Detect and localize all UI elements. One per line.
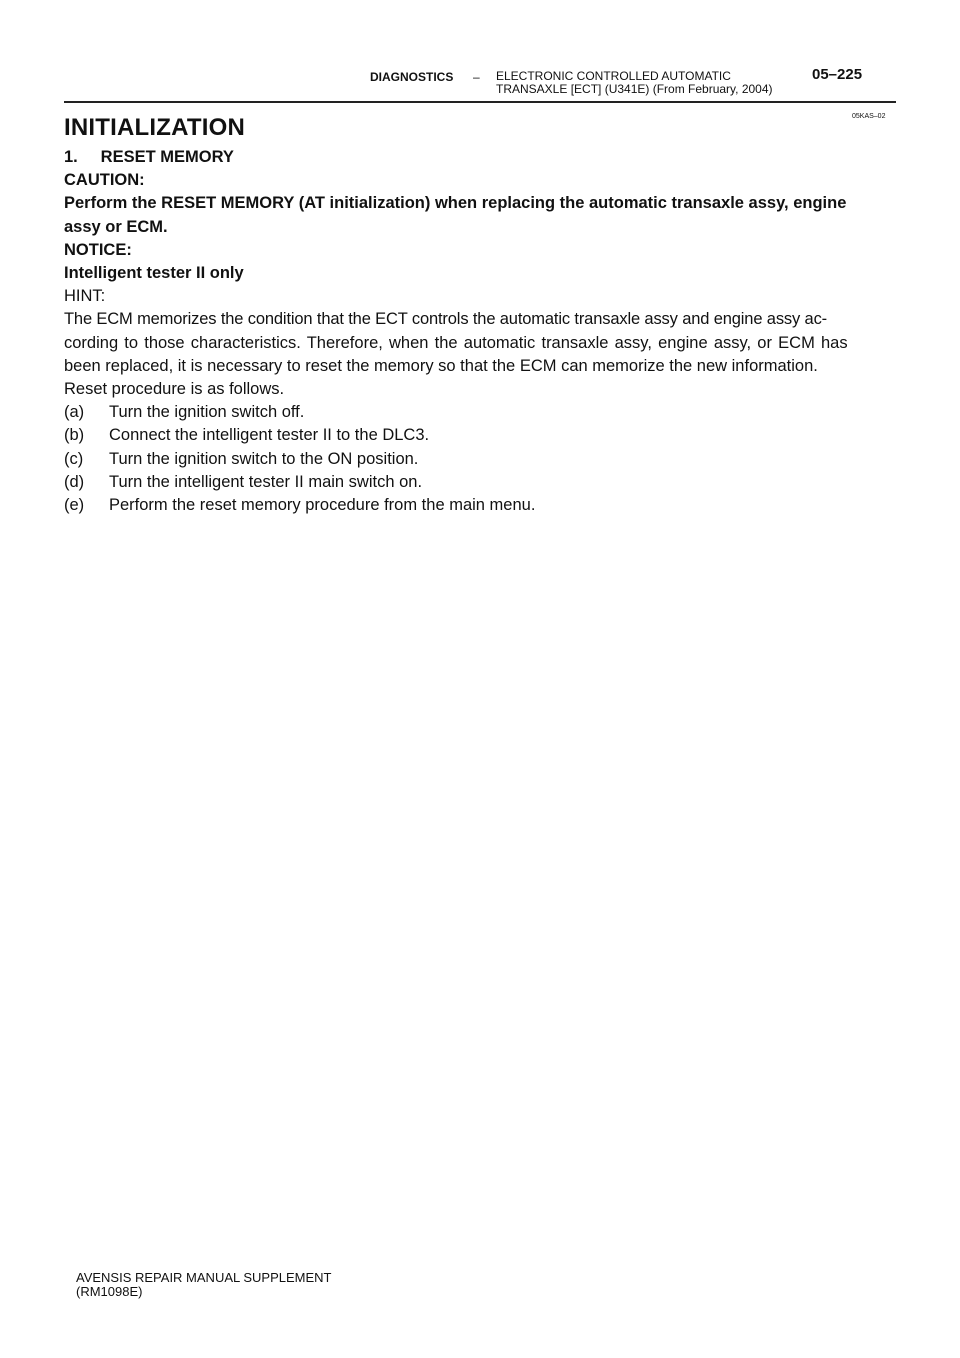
main-content <box>64 146 896 517</box>
header-dash: – <box>473 70 480 84</box>
procedure-step <box>64 401 896 424</box>
hint-line-4: Reset procedure is as follows. <box>64 380 285 399</box>
header-title <box>496 70 773 96</box>
page-title: INITIALIZATION <box>64 114 245 141</box>
procedure-step-label: (b) <box>64 426 85 445</box>
header-rule <box>64 101 896 103</box>
page-number: 05–225 <box>812 66 863 83</box>
procedure-step-label: (d) <box>64 472 85 491</box>
hint-label: HINT: <box>64 287 106 306</box>
procedure-step <box>64 448 896 471</box>
procedure-step-text: Connect the intelligent tester II to the DLC3. <box>109 426 430 445</box>
hint-line-3: been replaced, it is necessary to reset the memory so that the ECM can memorize the new information. <box>64 356 818 375</box>
step-title: 1. RESET MEMORY <box>64 148 234 166</box>
header-title-line-2: TRANSAXLE [ECT] (U341E) (From February, 2004) <box>496 82 773 96</box>
header-section: DIAGNOSTICS <box>370 70 454 84</box>
footer-manual-title: AVENSIS REPAIR MANUAL SUPPLEMENT <box>76 1270 332 1285</box>
hint-line-2: cording to those characteristics. Therefore, when the automatic transaxle assy, engine assy, or ECM has <box>64 333 848 352</box>
notice-label: NOTICE: <box>64 240 132 259</box>
procedure-step <box>64 494 896 517</box>
procedure-step-label: (e) <box>64 496 85 515</box>
footer-manual-code: (RM1098E) <box>76 1284 143 1299</box>
procedure-step <box>64 424 896 447</box>
procedure-step-text: Turn the ignition switch to the ON position. <box>109 449 419 468</box>
procedure-step <box>64 471 896 494</box>
caution-label: CAUTION: <box>64 171 145 190</box>
notice-text: Intelligent tester II only <box>64 264 244 283</box>
header-title-line-1: ELECTRONIC CONTROLLED AUTOMATIC <box>496 69 731 83</box>
procedure-step-text: Turn the ignition switch off. <box>109 403 305 422</box>
caution-text-line-1: Perform the RESET MEMORY (AT initialization) when replacing the automatic transaxle assy, engine <box>64 194 847 213</box>
caution-text-line-2: assy or ECM. <box>64 217 168 236</box>
document-code: 05KAS–02 <box>852 113 886 120</box>
hint-line-1: The ECM memorizes the condition that the ECT controls the automatic transaxle assy and engine assy ac- <box>64 310 828 329</box>
procedure-step-label: (a) <box>64 403 85 422</box>
procedure-step-text: Perform the reset memory procedure from the main menu. <box>109 496 536 515</box>
procedure-step-text: Turn the intelligent tester II main switch on. <box>109 472 423 491</box>
footer <box>76 1271 332 1299</box>
procedure-step-label: (c) <box>64 449 84 468</box>
